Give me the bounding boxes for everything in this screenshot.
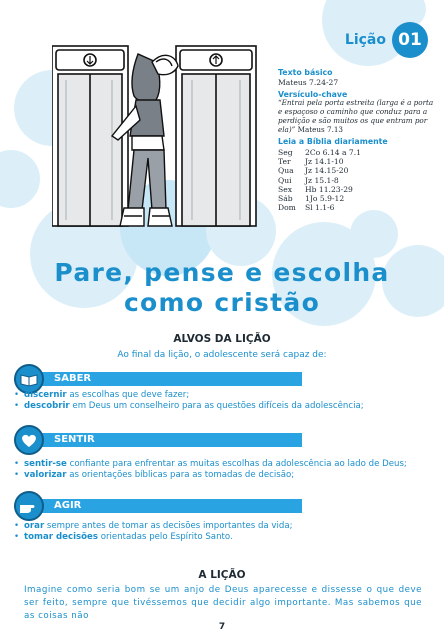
daily-reading-title: Leia a Bíblia diariamente xyxy=(278,137,388,147)
reading-ref: Sl 1.1-6 xyxy=(305,203,335,213)
reading-row xyxy=(278,166,434,175)
reading-day: Qua xyxy=(278,166,294,176)
key-verse xyxy=(278,99,434,134)
reading-row xyxy=(278,203,434,212)
right-elevator xyxy=(176,46,256,226)
item-text: as escolhas que deve fazer; xyxy=(66,390,190,400)
list-item: • valorizar as orientações bíblicas para as tomadas de decisão; xyxy=(14,470,295,481)
item-bold: discernir xyxy=(24,390,67,400)
item-bold: descobrir xyxy=(24,401,70,412)
heart-icon xyxy=(14,425,44,455)
reading-ref: 1Jo 5.9-12 xyxy=(305,194,345,204)
item-text: sempre antes de tomar as decisões importantes da vida; xyxy=(44,521,293,531)
reading-day: Seg xyxy=(278,147,293,157)
reading-ref: Jz 15.1-8 xyxy=(305,175,339,185)
goal-items-saber xyxy=(14,390,434,413)
pointing-hand-icon xyxy=(14,491,44,521)
daily-readings-list xyxy=(278,148,434,213)
reading-day: Qui xyxy=(278,175,292,185)
page-title-line-2: como cristão xyxy=(123,288,321,317)
bubble-4 xyxy=(0,150,40,208)
reading-ref: Jz 14.15-20 xyxy=(305,166,349,176)
item-bold: orar xyxy=(24,521,45,531)
list-item: • descobrir em Deus um conselheiro para as questões difíceis da adolescência; xyxy=(14,401,364,412)
goal-items-agir xyxy=(14,521,434,544)
list-item: • orar sempre antes de tomar as decisões importantes da vida; xyxy=(14,521,293,531)
key-verse-text: “Entrai pela porta estreita (larga é a porta e espaçoso o caminho que conduz para a perdição e são muitos os que entram por ela)” xyxy=(278,98,434,134)
lesson-number: 01 xyxy=(392,22,428,58)
reading-ref: Jz 14.1-10 xyxy=(305,157,344,167)
item-text: orientadas pelo Espírito Santo. xyxy=(97,532,233,543)
lesson-tag xyxy=(345,22,428,58)
list-item: • discernir as escolhas que deve fazer; xyxy=(14,390,190,400)
list-item: • tomar decisões orientadas pelo Espírito Santo. xyxy=(14,532,233,543)
item-bold: sentir-se xyxy=(24,459,67,469)
goal-bar-agir: AGIR xyxy=(22,499,302,513)
reading-ref: 2Co 6.14 a 7.1 xyxy=(305,147,361,157)
basic-text-ref: Mateus 7.24-27 xyxy=(278,77,339,87)
reading-ref: Hb 11.23-29 xyxy=(305,184,353,194)
basic-text-title: Texto básico xyxy=(278,68,333,77)
item-text: as orientações bíblicas para as tomadas de decisão; xyxy=(66,470,295,481)
reading-row xyxy=(278,194,434,203)
reading-day: Sáb xyxy=(278,194,293,204)
goal-items-sentir xyxy=(14,459,434,482)
reading-row xyxy=(278,176,434,185)
bubble-9 xyxy=(350,210,398,258)
item-bold: valorizar xyxy=(24,470,67,481)
reading-row xyxy=(278,185,434,194)
lesson-label: Lição xyxy=(344,32,386,48)
key-verse-title: Versículo-chave xyxy=(278,89,348,99)
reading-day: Dom xyxy=(278,203,296,213)
reading-row xyxy=(278,148,434,157)
list-item: • sentir-se confiante para enfrentar as muitas escolhas da adolescência ao lado de Deus; xyxy=(14,459,407,469)
reading-day: Sex xyxy=(278,184,292,194)
goals-heading: ALVOS DA LIÇÃO xyxy=(173,333,271,345)
item-bold: tomar decisões xyxy=(24,532,98,543)
page-number: 7 xyxy=(218,622,226,632)
lesson-body-text: Imagine como seria bom se um anjo de Deus aparecesse e dissesse o que deve ser feito, sempre que tivéssemos que decidir algo importante. Mas sabemos que as coisas não xyxy=(24,585,422,622)
reading-row xyxy=(278,157,434,166)
item-text: em Deus um conselheiro para as questões difíceis da adolescência; xyxy=(69,401,364,412)
elevator-illustration xyxy=(52,40,258,235)
page-title-line-1: Pare, pense e escolha xyxy=(54,258,390,287)
reading-day: Ter xyxy=(278,157,291,167)
item-text: confiante para enfrentar as muitas escolhas da adolescência ao lado de Deus; xyxy=(66,459,407,469)
lesson-info-sidebar xyxy=(278,66,434,213)
goals-intro: Ao final da lição, o adolescente será capaz de: xyxy=(117,350,327,360)
lesson-heading: A LIÇÃO xyxy=(198,569,246,581)
goal-bar-saber: SABER xyxy=(22,372,302,386)
key-verse-ref: Mateus 7.13 xyxy=(295,124,344,134)
goal-bar-sentir: SENTIR xyxy=(22,433,302,447)
